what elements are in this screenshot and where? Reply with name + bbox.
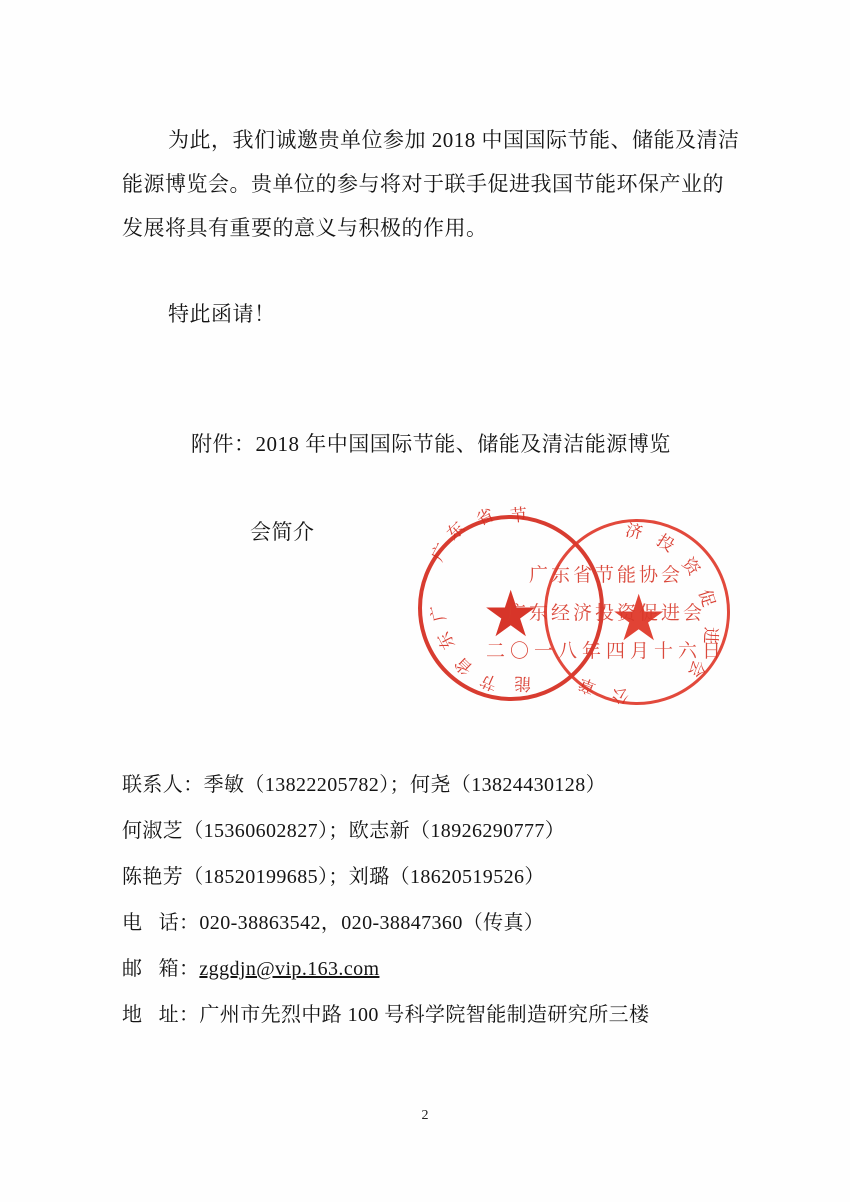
contact-address-row <box>122 992 762 1038</box>
page-number: 2 <box>421 1108 429 1123</box>
attachment-label: 附件：2018 年中国国际节能、储能及清洁能源博览 <box>191 432 671 456</box>
seal-star-left-icon: ★ <box>482 579 540 650</box>
seal-left-arc-text: 广 东 省 节 广 东 省 节 能 <box>427 505 532 694</box>
contact-line: 陈艳芳（18520199685）；刘璐（18620519526） <box>122 866 545 888</box>
contact-email-row <box>122 946 762 992</box>
address-label: 地 址： <box>122 1004 200 1026</box>
contact-phone-row <box>122 900 762 946</box>
seal-right-arc-text: 济 投 资 促 进 会 公 章 <box>575 520 721 706</box>
seal-line-association: 广东省节能协会 <box>528 565 683 586</box>
contact-line: 何淑芝（15360602827）；欧志新（18926290777） <box>122 820 566 842</box>
seal-line-promotion: 广东经济投资促进会 <box>506 603 705 624</box>
phone-value: 020-38863542，020-38847360（传真） <box>199 912 545 934</box>
contact-block <box>122 762 762 1038</box>
seal-date: 二〇一八年四月十六日 <box>485 641 726 662</box>
attachment-continuation: 会简介 <box>250 520 315 544</box>
seal-text-lines <box>456 557 756 671</box>
phone-label: 电 话： <box>122 912 200 934</box>
paragraph-invitation: 为此，我们诚邀贵单位参加 2018 中国国际节能、储能及清洁能源博览会。贵单位的参与将对于联手促进我国节能环保产业的发展将具有重要的意义与积极的作用。 <box>122 128 740 240</box>
address-value: 广州市先烈中路 100 号科学院智能制造研究所三楼 <box>199 1004 650 1026</box>
email-link[interactable]: zggdjn@vip.163.com <box>199 958 380 980</box>
email-label: 邮 箱： <box>122 958 200 980</box>
seal-star-right-icon: ★ <box>610 583 668 654</box>
official-seal-group <box>418 505 788 715</box>
paragraph-closing: 特此函请！ <box>168 302 276 326</box>
contact-line: 联系人：季敏（13822205782）；何尧（13824430128） <box>122 774 606 796</box>
